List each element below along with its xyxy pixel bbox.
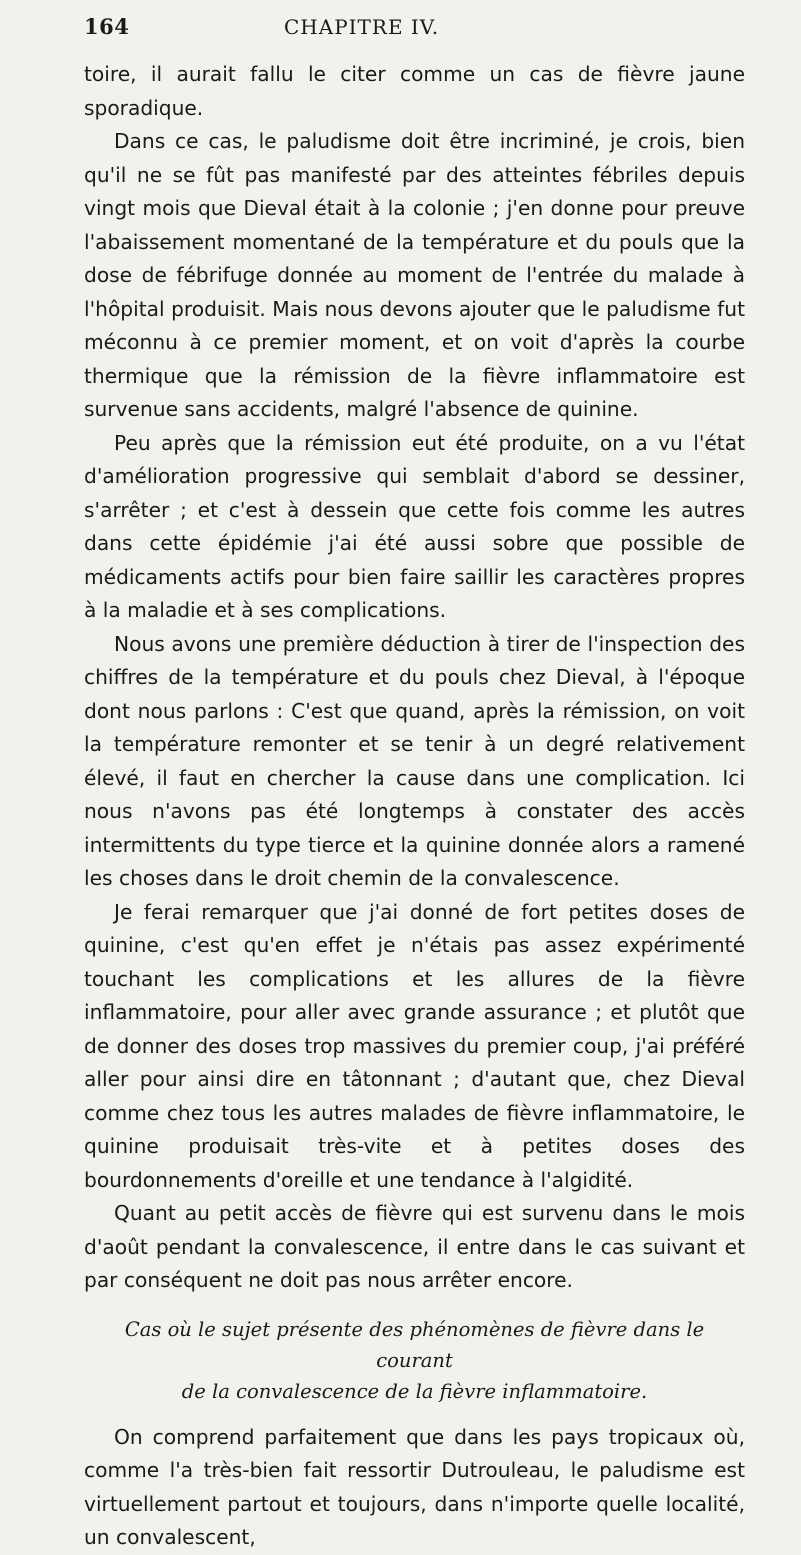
running-head [84,14,745,48]
section-heading [84,1314,745,1407]
paragraph: Je ferai remarquer que j'ai donné de fort petites doses de quinine, c'est qu'en effet je n'étais pas assez expérimenté touchant les complications et les allures de la fièvre inflammatoire, pour aller avec grande assurance ; et plutôt que de donner des doses trop massives du premier coup, j'ai préféré aller pour ainsi dire en tâtonnant ; d'autant que, chez Dieval comme chez tous les autres malades de fièvre inflammatoire, le quinine produisait très-vite et à petites doses des bourdonnements d'oreille et une tendance à l'algidité. [84,899,745,1192]
paragraph: On comprend parfaitement que dans les pays tropicaux où, comme l'a très-bien fait ressortir Dutrouleau, le paludisme est virtuellement partout et toujours, dans n'importe quelle localité, un convalescent, [84,1424,745,1549]
section-heading-line: Cas où le sujet présente des phénomènes de fièvre dans le courant [124,1317,705,1372]
page-number: 164 [84,14,130,39]
paragraph: Quant au petit accès de fièvre qui est survenu dans le mois d'août pendant la convalescence, il entre dans le cas suivant et par conséquent ne doit pas nous arrêter encore. [84,1201,745,1292]
paragraph: Nous avons une première déduction à tirer de l'inspection des chiffres de la température et du pouls chez Dieval, à l'époque dont nous parlons : C'est que quand, après la rémission, on voit la température remonter et se tenir à un degré relativement élevé, il faut en chercher la cause dans une complication. Ici nous n'avons pas été longtemps à constater des accès intermittents du type tierce et la quinine donnée alors a ramené les choses dans le droit chemin de la convalescence. [84,631,745,890]
paragraph: Dans ce cas, le paludisme doit être incriminé, je crois, bien qu'il ne se fût pas manifesté par des atteintes fébriles depuis vingt mois que Dieval était à la colonie ; j'en donne pour preuve l'abaissement momentané de la température et du pouls que la dose de fébrifuge donnée au moment de l'entrée du malade à l'hôpital produisit. Mais nous devons ajouter que le paludisme fut méconnu à ce premier moment, et on voit d'après la courbe thermique que la rémission de la fièvre inflammatoire est survenue sans accidents, malgré l'absence de quinine. [84,129,745,421]
section-heading-line: de la convalescence de la fièvre inflammatoire. [181,1379,648,1403]
body-text [84,58,745,1555]
chapter-title: CHAPITRE IV. [284,15,440,39]
paragraph: Peu après que la rémission eut été produite, on a vu l'état d'amélioration progressive qui semblait d'abord se dessiner, s'arrêter ; et c'est à dessein que cette fois comme les autres dans cette épidémie j'ai été aussi sobre que possible de médicaments actifs pour bien faire saillir les caractères propres à la maladie et à ses complications. [84,430,745,622]
paragraph-continued: toire, il aurait fallu le citer comme un cas de fièvre jaune sporadique. [84,62,745,120]
